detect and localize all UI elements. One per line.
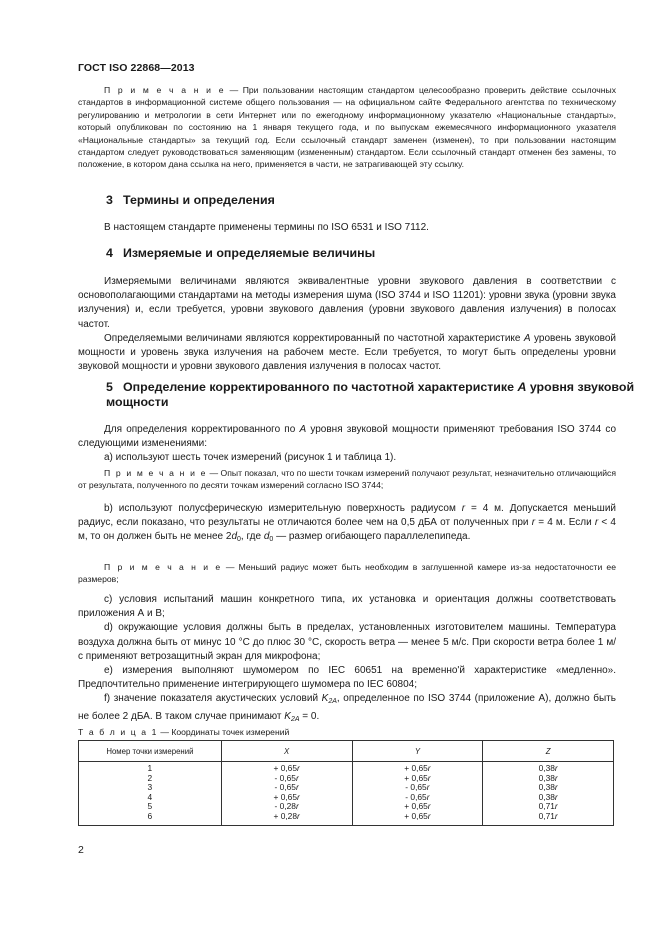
variable: d — [231, 531, 237, 543]
section-3-text — [78, 221, 616, 235]
list-item-b — [78, 502, 616, 548]
paragraph-text: Измеряемыми величинами являются эквивалентные уровни звукового давления в соответствии с основополагающими стандартами на методы измерения шума (ISO 3744 и ISO 11201): уровни звука (уровни звука излучения) и, если требуется, уровни звукового давления (уровни звукового давления излучения) в полосах частот. — [78, 276, 616, 330]
table-cell-point: 1 — [147, 763, 153, 773]
list-item-d — [78, 621, 616, 664]
note-text: — При пользовании настоящим стандартом целесообразно проверить действие ссылочных стандартов в информационной системе общего пользования — на официальном сайте Федерального агентства по техническому регулированию и метрологии в сети Интернет или по ежегодному информационному указателю «Национальные стандарты», который опубликован по состоянию на 1 января текущего года, и по выпускам ежемесячного информационного указателя «Национальные стандарты» за текущий год. Если ссылочный стандарт заменен (изменен), то при пользовании настоящим стандартом следует руководствоваться заменяющим (измененным) стандартом. Если ссылочный стандарт отменен без замены, то положение, в котором дана ссылка на него, применяется в части, не затрагивающей эту ссылку. — [78, 85, 617, 170]
paragraph-text: уровня звуковой мощности применяют требования ISO 3744 со следующими изменениями: — [78, 424, 617, 450]
note-smaller-radius — [78, 561, 616, 586]
list-item-e — [78, 664, 616, 692]
paragraph-text: , определенное по ISO 3744 (приложение А), должно быть не более 2 дБА. В таком случае принимают — [78, 693, 616, 722]
table-caption — [78, 727, 289, 737]
section-number: 5 — [106, 380, 113, 394]
section-5-items-c-f — [78, 593, 616, 727]
paragraph-text: b) используют полусферическую измерительную поверхность радиусом — [104, 503, 462, 514]
table-cell-z: 0,38r — [538, 763, 558, 773]
header-point-number: Номер точки измерений — [79, 741, 222, 762]
note-text: — Опыт показал, что по шести точкам измерений получают результат, незначительно отличающийся от результата, полученного по десяти точкам измерений согласно ISO 3744; — [78, 468, 616, 491]
table-cell-y: + 0,65r — [404, 801, 431, 812]
paragraph-text: a) используют шесть точек измерений (рисунок 1 и таблица 1). — [104, 452, 397, 464]
table-cell-z: 0,38r — [538, 782, 558, 793]
paragraph — [78, 423, 616, 451]
subscript: 2A — [328, 698, 337, 706]
subscript: 0 — [269, 536, 274, 544]
variable: K — [321, 693, 329, 705]
paragraph-text: < 4 м, то он должен быть не менее 2 — [78, 517, 616, 543]
variable: K — [284, 710, 291, 722]
paragraph-text: Определяемыми величинами являются корректированный по частотной характеристике — [104, 332, 524, 344]
header-x — [221, 741, 352, 762]
page-number: 2 — [78, 844, 84, 856]
section-4-body — [78, 275, 616, 374]
list-item-c — [78, 593, 616, 621]
paragraph-text: уровень звуковой мощности и уровень звука излучения на рабочем месте. Если требуется, то могут быть определены уровни звуковой мощности и уровни звукового давления излучения в полосах частот. — [78, 332, 616, 373]
paragraph-text: e) измерения выполняют шумомером по IEC 60651 на временно'й характеристике «медленно». Предпочтительно применение интегрирующего шумомера по IEC 60804; — [78, 665, 616, 691]
section-title: Определение корректированного по частотной характеристике — [123, 380, 518, 394]
note-label: П р и м е ч а н и е — [104, 468, 207, 478]
note-six-points — [78, 467, 616, 492]
section-number: 4 — [106, 246, 113, 260]
table-cell-z: 0,38r — [538, 772, 558, 783]
header-x-label: X — [284, 746, 290, 756]
header-z — [483, 741, 614, 762]
paragraph — [78, 275, 616, 332]
variable: r — [531, 517, 536, 529]
paragraph-text: В настоящем стандарте применены термины по ISO 6531 и ISO 7112. — [104, 222, 429, 233]
variable: d — [263, 531, 270, 543]
section-5-heading — [78, 380, 644, 410]
paragraph-text: — размер огибающего параллелепипеда. — [273, 531, 471, 543]
table-cell-x: + 0,65r — [273, 791, 300, 802]
variable: r — [461, 503, 466, 514]
points-column — [79, 762, 222, 826]
paragraph-text: Для определения корректированного по — [104, 424, 300, 435]
section-title: Термины и определения — [123, 193, 275, 207]
paragraph — [78, 332, 616, 375]
header-z-label: Z — [545, 746, 551, 756]
note-referenced-standards — [78, 84, 616, 171]
table-cell-y: - 0,65r — [405, 782, 430, 793]
variable: A — [299, 424, 307, 435]
coordinates-table — [78, 740, 614, 826]
table-cell-x: - 0,65r — [274, 782, 299, 793]
header-y-label: Y — [414, 746, 421, 756]
table-cell-z: 0,38r — [538, 791, 558, 802]
table-cell-x: + 0,28r — [273, 810, 300, 821]
table-cell-y: + 0,65r — [404, 763, 431, 773]
header-y — [352, 741, 483, 762]
table-cell-x: - 0,65r — [274, 772, 299, 783]
table-cell-y: + 0,65r — [404, 810, 431, 821]
subscript: 0 — [237, 536, 241, 544]
paragraph-text: , где — [240, 531, 264, 543]
section-title: Измеряемые и определяемые величины — [123, 246, 376, 260]
table-header-row — [79, 741, 614, 762]
paragraph-text: d) окружающие условия должны быть в пределах, установленных изготовителем машины. Температура воздуха должна быть от минус 10 °С до плюс 30 °С, скорость ветра — менее 5 м/с. При скорости ветра более 1 м/с применяют ветрозащитный экран для микрофона; — [78, 622, 616, 662]
section-title: уровня звуковой мощности — [106, 380, 635, 409]
table-cell-y: + 0,65r — [404, 772, 431, 783]
document-header: ГОСТ ISO 22868—2013 — [78, 62, 195, 74]
table-caption-text: — Координаты точек измерений — [157, 727, 290, 737]
paragraph-text: = 0. — [299, 710, 320, 722]
list-item-f — [78, 692, 616, 726]
paragraph-text: = 4 м. Если — [535, 517, 595, 529]
section-4-heading — [78, 246, 644, 261]
paragraph-text: = 4 м. Допускается меньший радиус, если показано, что результаты не отличаются более чем на 0,5 дБА от полученных при — [78, 503, 616, 529]
table-cell-point: 6 — [147, 810, 153, 821]
section-3-heading — [78, 193, 644, 208]
x-column — [221, 762, 352, 826]
section-number: 3 — [106, 193, 113, 207]
variable: A — [517, 380, 527, 394]
note-label: П р и м е ч а н и е — [104, 85, 226, 95]
paragraph-text: f) значение показателя акустических условий — [104, 693, 322, 705]
z-column — [483, 762, 614, 826]
y-column — [352, 762, 483, 826]
table-cell-point: 2 — [147, 772, 153, 783]
table-body-row — [79, 762, 614, 826]
table-cell-z: 0,71r — [538, 801, 558, 812]
paragraph-text: c) условия испытаний машин конкретного типа, их установка и ориентация должны соответствовать приложения А и В; — [78, 594, 616, 620]
table-caption-label: Т а б л и ц а 1 — [78, 727, 158, 737]
list-item-a — [78, 451, 616, 465]
note-text: — Меньший радиус может быть необходим в заглушенной камере из-за недостаточности ее размеров; — [78, 562, 616, 585]
table-cell-x: + 0,65r — [273, 763, 300, 773]
table-cell-z: 0,71r — [538, 810, 558, 821]
table-cell-point: 3 — [147, 782, 153, 793]
table-cell-x: - 0,28r — [274, 801, 299, 812]
table-cell-point: 5 — [147, 801, 153, 812]
note-label: П р и м е ч а н и е — [104, 562, 222, 572]
table-cell-y: - 0,65r — [405, 791, 430, 802]
section-5-body — [78, 423, 616, 466]
table-cell-point: 4 — [147, 791, 153, 802]
subscript: 2A — [290, 715, 300, 723]
variable: r — [594, 517, 599, 529]
variable: A — [523, 332, 531, 344]
